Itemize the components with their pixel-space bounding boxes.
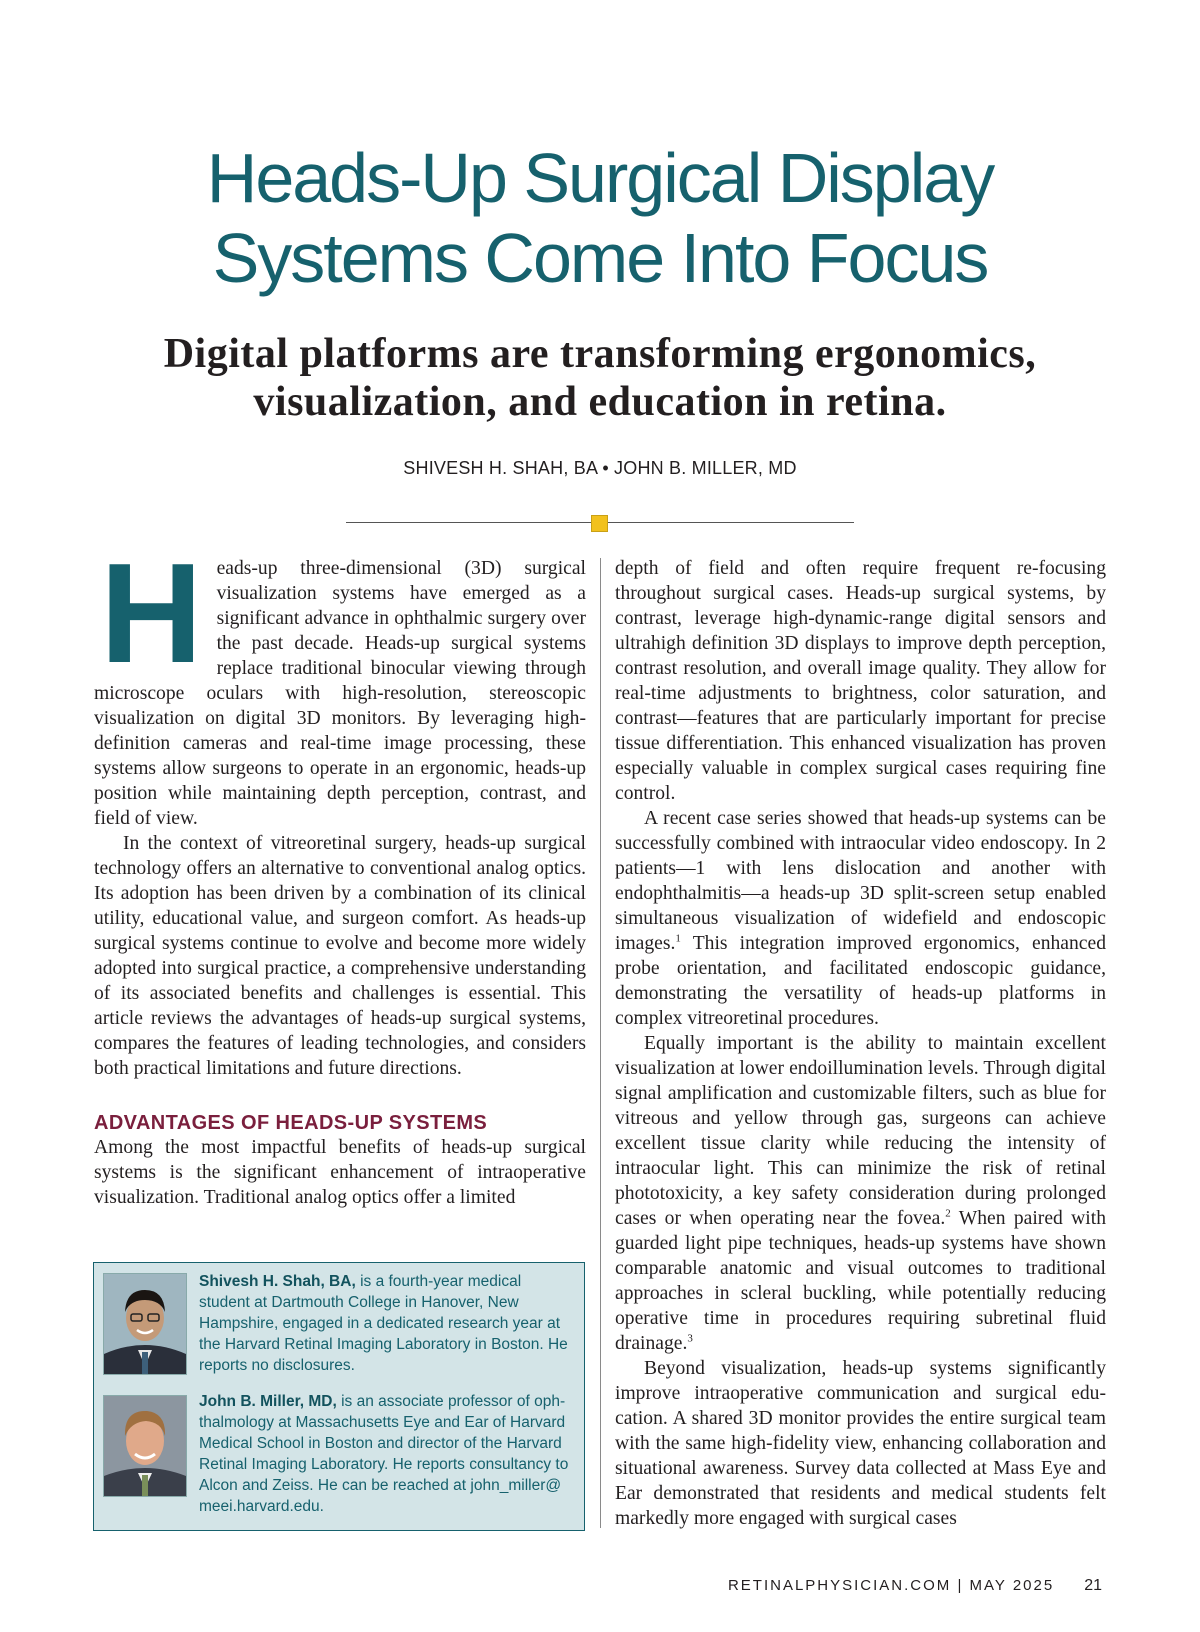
body-text: When paired with guarded light pipe techniques, heads-up systems have shown comparable anatomic and visual outcomes to traditional approaches in scleral buckling, while potentially reducing operative time in procedures requiring subretinal fluid drainage.: [615, 1208, 1106, 1354]
reference-marker[interactable]: 3: [687, 1332, 693, 1345]
author-byline: SHIVESH H. SHAH, BA • JOHN B. MILLER, MD: [403, 458, 797, 478]
bio-description: is a fourth-year medical student at Dartmouth College in Hanover, New Hampshire, engaged in a dedicated research year at the Harvard Retinal Imaging Laboratory in Boston. He reports no disclosures.: [199, 1273, 568, 1374]
author-photo-miller: [103, 1395, 187, 1497]
reference-marker[interactable]: 2: [945, 1207, 951, 1220]
subtitle-line-1: Digital platforms are transforming ergonomics,: [163, 331, 1037, 377]
footer-source[interactable]: RETINALPHYSICIAN.COM | MAY 2025: [727, 1577, 1055, 1594]
bio-name: John B. Miller, MD,: [199, 1393, 337, 1410]
body-paragraph: depth of field and often require frequent re-focusing throughout surgical cases. Heads-up surgical systems, by contrast, leverage high-dynamic-range digital sensors and ultrahigh definition 3D displays to improve depth perception, contrast resolution, and overall image quality. They allow for real-time adjustments to brightness, color saturation, and contrast—features that are particularly important for precise tissue differentiation. This enhanced visualization has proven especially valuable in complex surgical cases requiring fine control.: [615, 558, 1106, 804]
subtitle-line-2: visualization, and education in retina.: [253, 379, 947, 425]
bio-miller: [199, 1391, 571, 1517]
article-title: [0, 138, 1200, 298]
body-paragraph: In the context of vitreoretinal surgery, heads-up surgical technology offers an alternative to conventional analog optics. Its adoption has been driven by a combination of its clinical utility, educational value, and surgeon comfort. As heads-up surgical systems continue to evolve and become more widely adopted into surgical practice, a comprehensive understanding of its associated benefits and challenges is essential. This article reviews the advantages of heads-up surgical systems, compares the features of leading technologies, and considers both practical limitations and future directions.: [94, 833, 586, 1079]
page-number: 21: [1084, 1577, 1102, 1594]
page-footer: [728, 1577, 1102, 1595]
body-text: A recent case series showed that heads-up systems can be successfully combined with intraocular video endoscopy. In 2 patients—1 with lens dislocation and another with endophthalmitis—a heads-up 3D split-screen setup enabled simultaneous visualization of widefield and endoscopic images.: [615, 808, 1106, 954]
left-column: [94, 534, 586, 1210]
section-heading: ADVANTAGES OF HEADS-UP SYSTEMS: [94, 1112, 488, 1134]
title-line-2: Systems Come Into Focus: [212, 219, 988, 297]
author-bio-box: [93, 1262, 585, 1531]
body-paragraph: [615, 806, 1106, 1031]
right-column: [615, 556, 1106, 1531]
body-paragraph: [615, 1031, 1106, 1356]
article-subtitle: [0, 330, 1200, 426]
bio-description: is an associate professor of ophthalmology at Massachusetts Eye and Ear of Harvard Medical School in Boston and director of the Harvard Retinal Imaging Laboratory. He reports consultancy to Alcon and Zeiss. He can be reached at john_miller@ meei.harvard.edu.: [199, 1393, 569, 1515]
bio-name: Shivesh H. Shah, BA,: [199, 1273, 356, 1290]
body-paragraph: Among the most impactful benefits of heads-up surgical systems is the significant enhancement of intraoperative visualization. Traditional analog optics offer a limited: [94, 1137, 586, 1208]
author-photo-shah: [103, 1273, 187, 1375]
title-line-1: Heads-Up Surgical Display: [206, 139, 994, 217]
body-text: This integration improved ergonomics, enhanced probe orientation, and facilitated endoscopic guidance, demonstrating the versatility of heads-up platforms in complex vitreoretinal procedures.: [615, 933, 1106, 1029]
body-text: Equally important is the ability to maintain excellent visualization at lower endoillumination levels. Through digital signal amplification and customizable filters, such as blue for vitreous and yellow through gas, surgeons can achieve excellent tissue clarity while reducing the intensity of intraocular light. This can minimize the risk of retinal phototoxicity, a key safety consideration during prolonged cases or when operating near the fovea.: [615, 1033, 1106, 1229]
drop-cap: H: [100, 534, 203, 693]
column-rule: [600, 558, 601, 1528]
body-paragraph: Beyond visualization, heads-up systems significantly improve intraoperative communication and surgical education. A shared 3D monitor provides the entire surgical team with the same high-fidelity view, enhancing collaboration and situational awareness. Survey data collected at Mass Eye and Ear demonstrated that residents and medical students felt markedly more engaged with surgical cases: [615, 1358, 1106, 1529]
intro-text: eads-up three-dimensional (3D) surgical visualization systems have emerged as a significant advance in ophthalmic surgery over the past decade. Heads-up surgical systems replace traditional binocular viewing through microscope oculars with high-resolution, stereoscopic visualization on digital 3D monitors. By leveraging high-definition cameras and real-time image processing, these systems allow surgeons to operate in an ergonomic, heads-up position while maintaining depth perception, contrast, and field of view.: [94, 558, 586, 829]
divider-square-ornament: [591, 515, 608, 532]
bio-shah: [199, 1271, 571, 1376]
intro-paragraph: [94, 534, 586, 831]
reference-marker[interactable]: 1: [675, 932, 681, 945]
